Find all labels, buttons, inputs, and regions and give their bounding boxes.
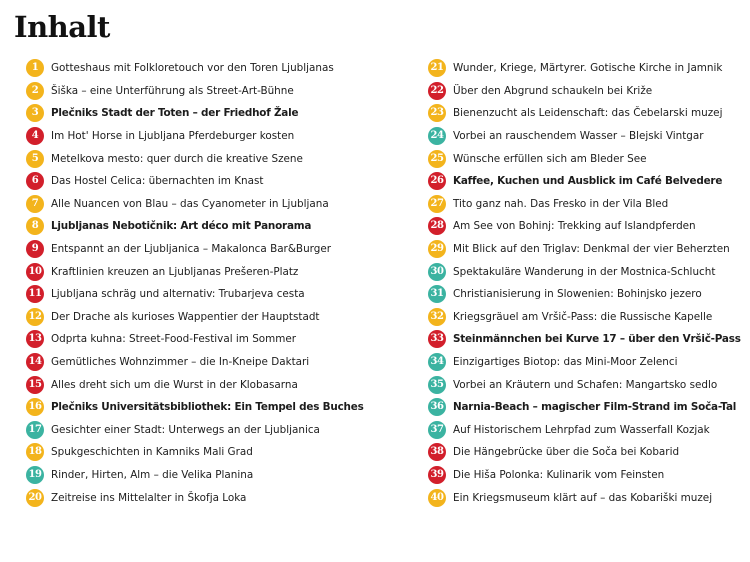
entry-title: Wunder, Kriege, Märtyrer. Gotische Kirche in Jamnik: [453, 62, 723, 75]
entry-number-badge: 1: [26, 59, 44, 77]
entry-title: Odprta kuhna: Street-Food-Festival im Sommer: [51, 333, 297, 346]
entry-title: Das Hostel Celica: übernachten im Knast: [51, 175, 264, 188]
entry-number-badge: 37: [428, 421, 446, 439]
toc-entry: [428, 260, 748, 283]
entry-number-badge: 19: [26, 466, 44, 484]
entry-title: Einzigartiges Biotop: das Mini-Moor Zelenci: [453, 356, 678, 369]
entry-title: Gotteshaus mit Folkloretouch vor den Toren Ljubljanas: [51, 62, 334, 75]
entry-number-badge: 15: [26, 376, 44, 394]
toc-entry: [428, 193, 748, 216]
entry-number-badge: 31: [428, 285, 446, 303]
entry-title: Die Hängebrücke über die Soča bei Kobarid: [453, 446, 680, 459]
entry-title: Christianisierung in Slowenien: Bohinjsko jezero: [453, 288, 702, 301]
toc-entry: [26, 419, 346, 442]
toc-entry: [26, 57, 346, 80]
entry-number-badge: 24: [428, 127, 446, 145]
toc-entry: [26, 215, 346, 238]
toc-entry: [428, 57, 748, 80]
entry-title: Plečniks Universitätsbibliothek: Ein Tempel des Buches: [51, 401, 364, 414]
entry-title: Am See von Bohinj: Trekking auf Islandpferden: [453, 220, 696, 233]
toc-entry: [26, 351, 346, 374]
toc-entry: [26, 170, 346, 193]
toc-column-right: [428, 57, 748, 509]
entry-title: Ljubljanas Nebotičnik: Art déco mit Panorama: [51, 220, 312, 233]
entry-number-badge: 30: [428, 263, 446, 281]
toc-entry: [428, 328, 748, 351]
toc-entry: [428, 486, 748, 509]
toc-entry: [26, 238, 346, 261]
entry-title: Spektakuläre Wanderung in der Mostnica-Schlucht: [453, 265, 716, 278]
toc-entry: [428, 351, 748, 374]
entry-title: Ein Kriegsmuseum klärt auf – das Kobariški muzej: [453, 491, 713, 504]
entry-number-badge: 18: [26, 443, 44, 461]
entry-title: Spukgeschichten in Kamniks Mali Grad: [51, 446, 253, 459]
page-title: Inhalt: [14, 10, 110, 44]
entry-number-badge: 28: [428, 217, 446, 235]
entry-title: Ljubljana schräg und alternativ: Trubarjeva cesta: [51, 288, 305, 301]
toc-entry: [26, 147, 346, 170]
entry-number-badge: 22: [428, 82, 446, 100]
entry-title: Bienenzucht als Leidenschaft: das Čebelarski muzej: [453, 107, 723, 120]
toc-entry: [428, 441, 748, 464]
entry-title: Tito ganz nah. Das Fresko in der Vila Bled: [453, 197, 669, 210]
entry-title: Metelkova mesto: quer durch die kreative Szene: [51, 152, 303, 165]
entry-title: Kriegsgräuel am Vršič-Pass: die Russische Kapelle: [453, 310, 713, 323]
entry-number-badge: 7: [26, 195, 44, 213]
entry-number-badge: 4: [26, 127, 44, 145]
entry-number-badge: 5: [26, 150, 44, 168]
toc-entry: [26, 193, 346, 216]
entry-title: Zeitreise ins Mittelalter in Škofja Loka: [51, 491, 247, 504]
toc-entry: [26, 80, 346, 103]
entry-number-badge: 6: [26, 172, 44, 190]
toc-entry: [26, 396, 364, 419]
entry-number-badge: 26: [428, 172, 446, 190]
toc-entry: [26, 125, 346, 148]
entry-title: Kraftlinien kreuzen an Ljubljanas Prešeren-Platz: [51, 265, 299, 278]
entry-number-badge: 16: [26, 398, 44, 416]
toc-entry: [26, 306, 346, 329]
toc-entry: [428, 147, 748, 170]
entry-title: Wünsche erfüllen sich am Bleder See: [453, 152, 647, 165]
entry-title: Vorbei an rauschendem Wasser – Blejski Vintgar: [453, 130, 704, 143]
entry-number-badge: 14: [26, 353, 44, 371]
toc-entry: [428, 170, 748, 193]
entry-number-badge: 20: [26, 489, 44, 507]
entry-title: Mit Blick auf den Triglav: Denkmal der vier Beherzten: [453, 243, 730, 256]
entry-number-badge: 36: [428, 398, 446, 416]
entry-title: Auf Historischem Lehrpfad zum Wasserfall Kozjak: [453, 423, 710, 436]
entry-title: Alles dreht sich um die Wurst in der Klobasarna: [51, 378, 298, 391]
entry-title: Vorbei an Kräutern und Schafen: Mangartsko sedlo: [453, 378, 718, 391]
entry-number-badge: 3: [26, 104, 44, 122]
entry-title: Narnia-Beach – magischer Film-Strand im Soča-Tal: [453, 401, 737, 414]
toc-entry: [428, 102, 748, 125]
entry-number-badge: 40: [428, 489, 446, 507]
toc-entry: [428, 215, 748, 238]
entry-number-badge: 34: [428, 353, 446, 371]
entry-title: Über den Abgrund schaukeln bei Križe: [453, 84, 653, 97]
toc-entry: [26, 486, 346, 509]
entry-title: Gemütliches Wohnzimmer – die In-Kneipe Daktari: [51, 356, 310, 369]
toc-column-left: [26, 57, 364, 509]
entry-number-badge: 38: [428, 443, 446, 461]
entry-title: Plečniks Stadt der Toten – der Friedhof Žale: [51, 107, 299, 120]
entry-number-badge: 13: [26, 330, 44, 348]
toc-entry: [26, 102, 346, 125]
entry-number-badge: 29: [428, 240, 446, 258]
entry-number-badge: 2: [26, 82, 44, 100]
entry-title: Die Hiša Polonka: Kulinarik vom Feinsten: [453, 468, 665, 481]
toc-entry: [26, 464, 346, 487]
toc-entry: [26, 328, 346, 351]
entry-title: Im Hot' Horse in Ljubljana Pferdeburger kosten: [51, 130, 295, 143]
toc-entry: [428, 283, 748, 306]
entry-number-badge: 27: [428, 195, 446, 213]
entry-number-badge: 35: [428, 376, 446, 394]
entry-number-badge: 21: [428, 59, 446, 77]
entry-number-badge: 23: [428, 104, 446, 122]
entry-number-badge: 9: [26, 240, 44, 258]
entry-title: Rinder, Hirten, Alm – die Velika Planina: [51, 468, 254, 481]
toc-entry: [26, 260, 346, 283]
entry-number-badge: 8: [26, 217, 44, 235]
entry-number-badge: 32: [428, 308, 446, 326]
entry-title: Der Drache als kurioses Wappentier der Hauptstadt: [51, 310, 320, 323]
toc-entry: [26, 441, 346, 464]
toc-entry: [428, 306, 748, 329]
toc-entry: [428, 396, 748, 419]
entry-number-badge: 10: [26, 263, 44, 281]
entry-number-badge: 25: [428, 150, 446, 168]
entry-number-badge: 17: [26, 421, 44, 439]
entry-number-badge: 12: [26, 308, 44, 326]
entry-title: Kaffee, Kuchen und Ausblick im Café Belvedere: [453, 175, 723, 188]
toc-entry: [428, 80, 748, 103]
toc-entry: [428, 238, 748, 261]
toc-entry: [428, 125, 748, 148]
entry-number-badge: 33: [428, 330, 446, 348]
entry-title: Šiška – eine Unterführung als Street-Art-Bühne: [51, 84, 294, 97]
toc-entry: [428, 464, 748, 487]
entry-number-badge: 11: [26, 285, 44, 303]
entry-title: Gesichter einer Stadt: Unterwegs an der Ljubljanica: [51, 423, 320, 436]
toc-entry: [428, 373, 748, 396]
entry-number-badge: 39: [428, 466, 446, 484]
toc-entry: [26, 283, 346, 306]
entry-title: Steinmännchen bei Kurve 17 – über den Vršič-Pass: [453, 333, 741, 346]
entry-title: Entspannt an der Ljubljanica – Makalonca Bar&Burger: [51, 243, 331, 256]
toc-entry: [26, 373, 346, 396]
toc-entry: [428, 419, 748, 442]
entry-title: Alle Nuancen von Blau – das Cyanometer in Ljubljana: [51, 197, 329, 210]
